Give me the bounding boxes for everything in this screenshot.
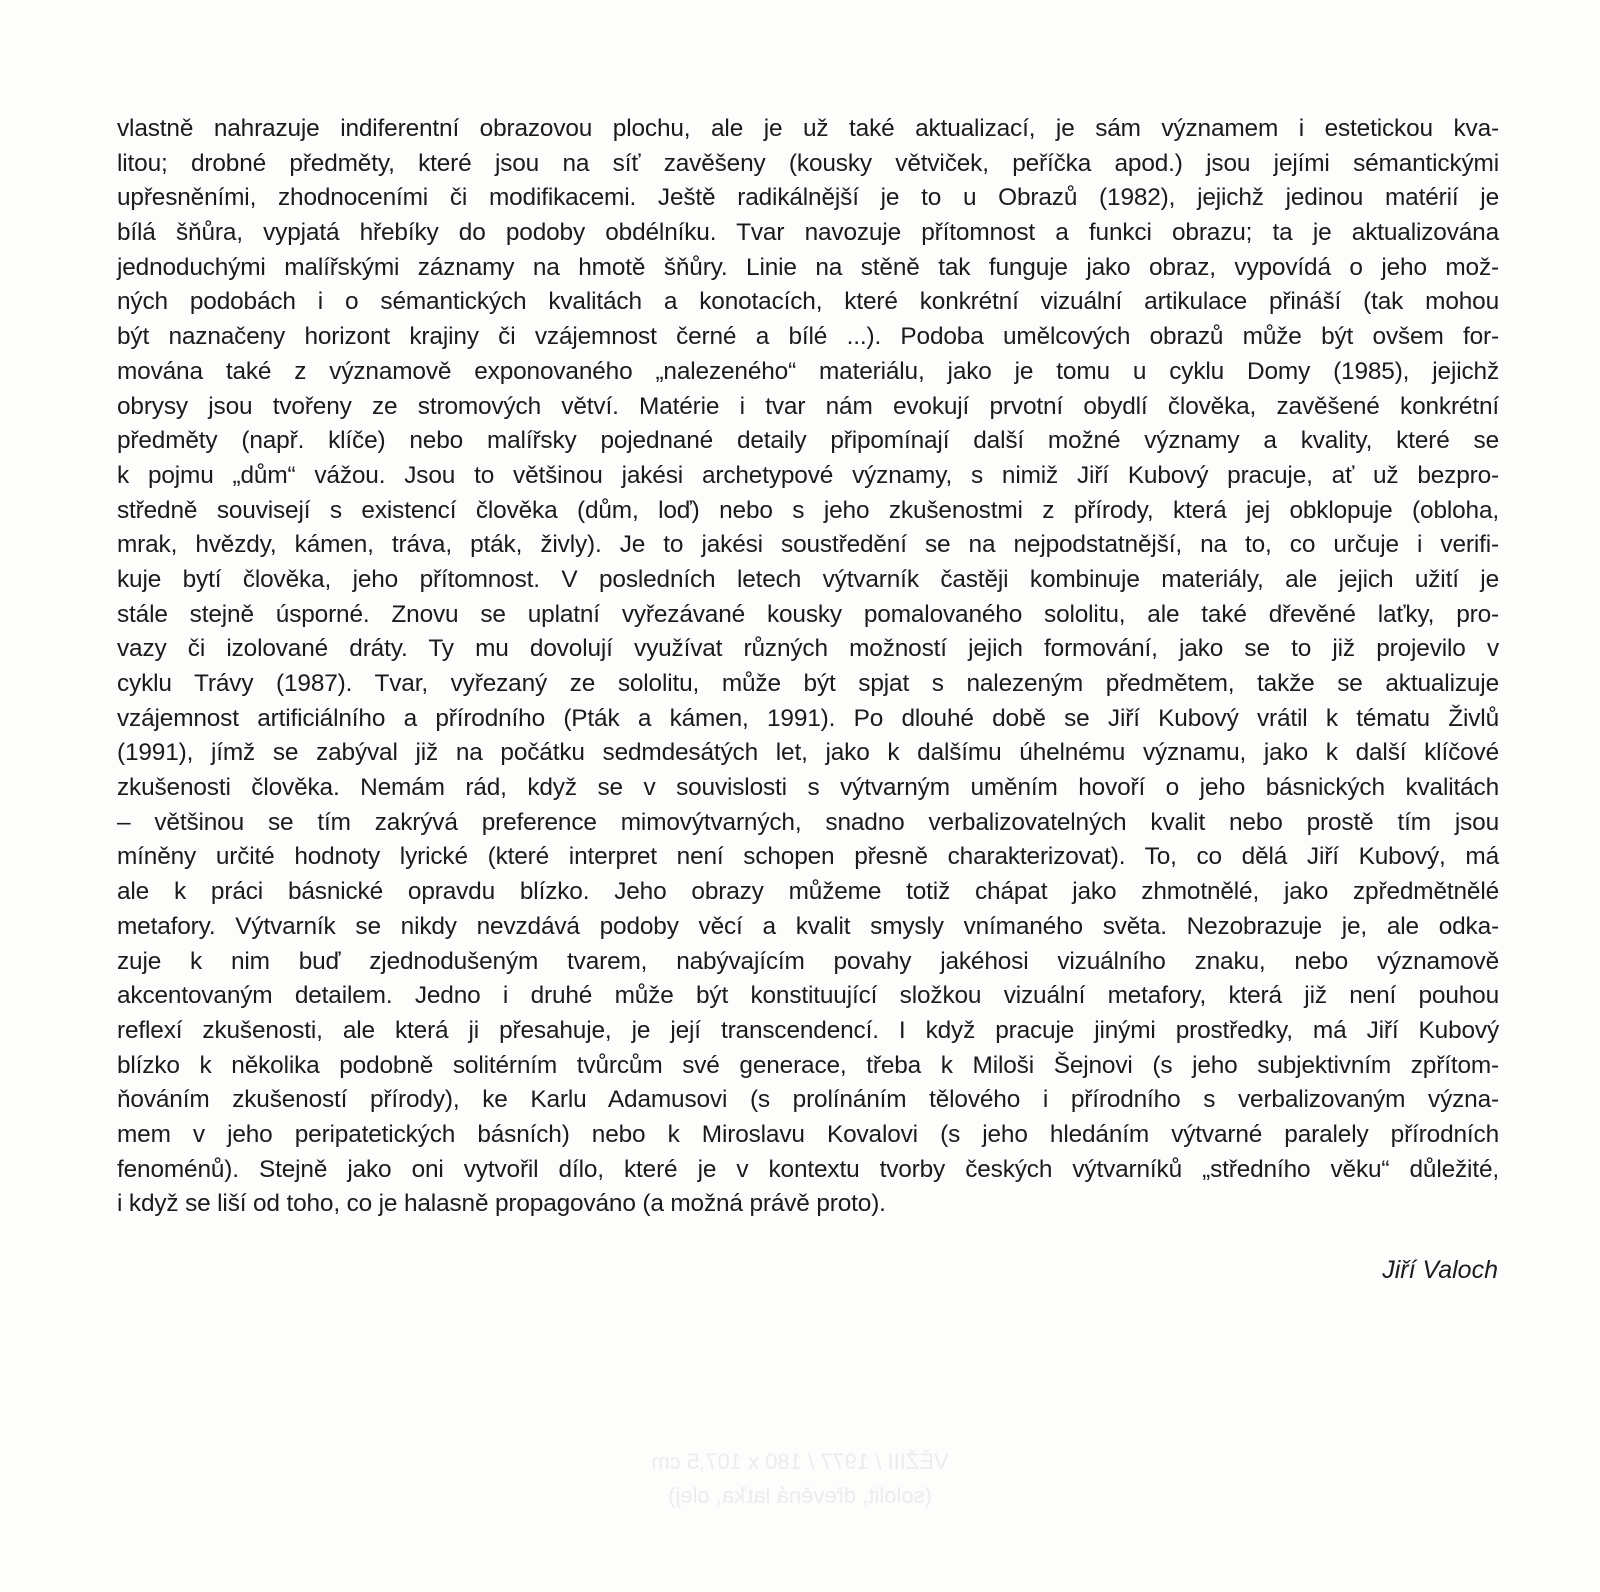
- text-line: (1991), jímž se zabýval již na počátku sedmdesátých let, jako k dalšímu úhelnému významu, jako k další klíčové: [117, 739, 1499, 767]
- text-line: míněny určité hodnoty lyrické (které interpret není schopen přesně charakterizovat). To, co dělá Jiří Kubový, má: [117, 843, 1499, 871]
- text-line: být naznačeny horizont krajiny či vzájemnost černé a bílé ...). Podoba umělcových obrazů může být ovšem for-: [117, 323, 1499, 351]
- text-line: stále stejně úsporné. Znovu se uplatní vyřezávané kousky pomalovaného sololitu, ale také dřevěné laťky, pro-: [117, 600, 1499, 628]
- text-line: zuje k nim buď zjednodušeným tvarem, nabývajícím povahy jakéhosi vizuálního znaku, nebo významově: [117, 947, 1499, 975]
- text-line: jednoduchými malířskými záznamy na hmotě šňůry. Linie na stěně tak funguje jako obraz, vypovídá o jeho mož-: [117, 253, 1499, 281]
- text-line: ale k práci básnické opravdu blízko. Jeho obrazy můžeme totiž chápat jako zhmotnělé, jako zpředmětnělé: [117, 878, 1499, 906]
- author-signature: Jiří Valoch: [1382, 1256, 1498, 1284]
- text-line: ných podobách i o sémantických kvalitách a konotacích, které konkrétní vizuální artikulace přináší (tak mohou: [117, 288, 1499, 316]
- text-line: litou; drobné předměty, které jsou na síť zavěšeny (kousky větviček, peříčka apod.) jsou jejími sémantickými: [117, 149, 1499, 177]
- text-line: akcentovaným detailem. Jedno i druhé může být konstituující složkou vizuální metafory, která již není pouhou: [117, 982, 1499, 1010]
- text-line: bílá šňůra, vypjatá hřebíky do podoby obdélníku. Tvar navozuje přítomnost a funkci obrazu; ta je aktualizována: [117, 219, 1499, 247]
- text-line: cyklu Trávy (1987). Tvar, vyřezaný ze sololitu, může být spjat s nalezeným předmětem, takže se aktualizuje: [117, 670, 1499, 697]
- text-line: středně souvisejí s existencí člověka (dům, loď) nebo s jeho zkušenostmi z přírody, která jej obklopuje (obloha,: [117, 496, 1499, 524]
- text-line: předměty (např. klíče) nebo malířsky pojednané detaily připomínají další možné významy a kvality, které se: [117, 427, 1499, 455]
- text-line: vazy či izolované dráty. Ty mu dovolují využívat různých možností jejich formování, jako se to již projevilo v: [117, 635, 1499, 663]
- text-line: kuje bytí člověka, jeho přítomnost. V posledních letech výtvarník častěji kombinuje materiály, ale jejich užití je: [117, 565, 1499, 593]
- text-line: – většinou se tím zakrývá preference mimovýtvarných, snadno verbalizovatelných kvalit nebo prostě tím jsou: [117, 808, 1499, 836]
- text-line: k pojmu „dům“ vážou. Jsou to většinou jakési archetypové významy, s nimiž Jiří Kubový pracuje, ať už bezpro-: [117, 461, 1499, 489]
- show-through-line: (sololit, dřevěná laťka, olej): [668, 1483, 932, 1508]
- text-line: metafory. Výtvarník se nikdy nevzdává podoby věcí a kvalit smysly vnímaného světa. Nezobrazuje je, ale odka-: [117, 912, 1499, 940]
- show-through-caption: [500, 1445, 1100, 1513]
- text-line: vlastně nahrazuje indiferentní obrazovou plochu, ale je už také aktualizací, je sám významem i estetickou kva-: [117, 115, 1499, 142]
- text-line: vzájemnost artificiálního a přírodního (Pták a kámen, 1991). Po dlouhé době se Jiří Kubový vrátil k tématu Živlů: [117, 704, 1499, 732]
- show-through-line: VĚŽIII / 1977 / 180 x 107,5 cm: [651, 1449, 949, 1474]
- text-line: zkušenosti člověka. Nemám rád, když se v souvislosti s výtvarným uměním hovoří o jeho básnických kvalitách: [117, 774, 1499, 802]
- text-line: mrak, hvězdy, kámen, tráva, pták, živly). Je to jakési soustředění se na nejpodstatnější, na to, co určuje i verifi-: [117, 531, 1499, 559]
- text-line: obrysy jsou tvořeny ze stromových větví. Matérie i tvar nám evokují prvotní obydlí člověka, zavěšené konkrétní: [117, 392, 1499, 420]
- text-line: upřesněními, zhodnoceními či modifikacemi. Ještě radikálnější je to u Obrazů (1982), jejichž jedinou matérií je: [117, 184, 1499, 212]
- text-line: reflexí zkušenosti, ale která ji přesahuje, je její transcendencí. I když pracuje jinými prostředky, má Jiří Kubový: [117, 1016, 1499, 1044]
- text-line: blízko k několika podobně solitérním tvůrcům své generace, třeba k Miloši Šejnovi (s jeho subjektivním zpřítom-: [117, 1051, 1499, 1079]
- text-line: mem v jeho peripatetických básních) nebo k Miroslavu Kovalovi (s jeho hledáním výtvarné paralely přírodních: [117, 1120, 1499, 1148]
- text-line: i když se liší od toho, co je halasně propagováno (a možná právě proto).: [117, 1190, 886, 1218]
- text-line: ňováním zkušeností přírody), ke Karlu Adamusovi (s prolínáním tělového i přírodního s verbalizovaným význa-: [117, 1086, 1499, 1114]
- text-line: fenoménů). Stejně jako oni vytvořil dílo, které je v kontextu tvorby českých výtvarníků „středního věku“ důležité,: [117, 1155, 1499, 1183]
- text-line: mována také z významově exponovaného „nalezeného“ materiálu, jako je tomu u cyklu Domy (1985), jejichž: [117, 357, 1499, 385]
- article-body: [117, 112, 1499, 1222]
